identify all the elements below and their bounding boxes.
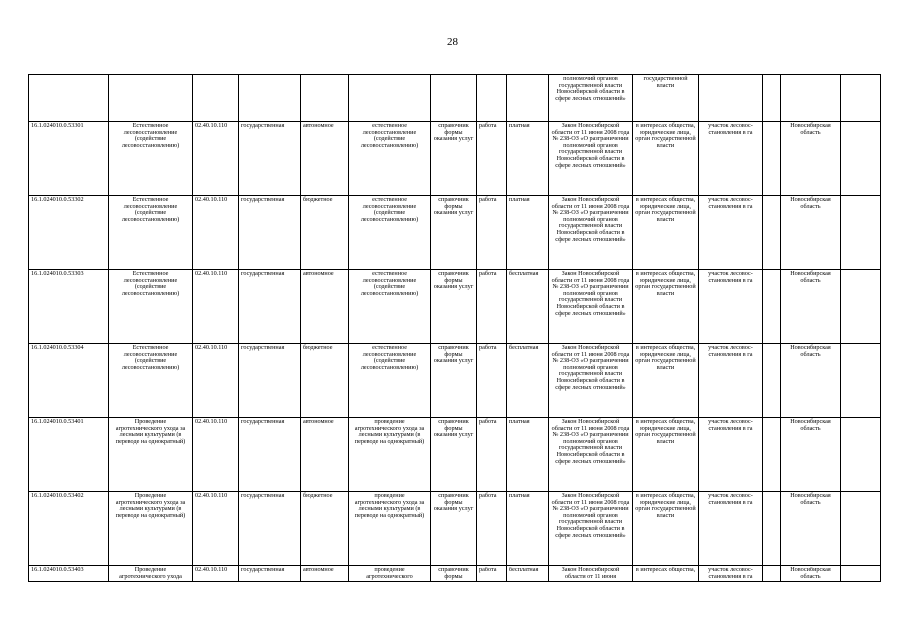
cell-ownership <box>239 122 301 196</box>
cell-okved-text: 02.40.10.110 <box>195 492 228 499</box>
cell-ownership <box>239 566 301 582</box>
cell-location <box>781 418 841 492</box>
cell-location-text: Новосибирская область <box>790 492 831 506</box>
cell-volume-text: участок лесовос-становления в га <box>708 196 753 210</box>
cell-content-text: естественное лесовосстановление (содействие лесовосстановлению) <box>360 270 419 297</box>
cell-volume <box>699 418 763 492</box>
cell-institution-text: автономное <box>303 270 334 277</box>
cell-legal-basis-text: Закон Новосибирской области от 11 июня 2008 года № 238-ОЗ «О разграничении полномочий органов государственной власти Новосибирской области в сфере лесных отношений» <box>551 344 630 391</box>
cell-legal-basis-text: Закон Новосибирской области от 11 июня 2008 года № 238-ОЗ «О разграничении полномочий органов государственной власти Новосибирской области в сфере лесных отношений» <box>551 122 630 169</box>
cell-form <box>431 75 477 122</box>
cell-code <box>29 344 109 418</box>
cell-ownership-text: государственная <box>241 270 285 277</box>
cell-code <box>29 566 109 582</box>
cell-code-text: 16.1.024010.0.53402 <box>31 492 84 499</box>
cell-form <box>431 492 477 566</box>
cell-ownership-text: государственная <box>241 418 285 425</box>
cell-institution <box>301 122 349 196</box>
cell-payment-text: платная <box>509 418 530 425</box>
cell-kind <box>477 75 507 122</box>
cell-okved-text: 02.40.10.110 <box>195 418 228 425</box>
cell-consumers <box>633 566 699 582</box>
cell-code-text: 16.1.024010.0.53304 <box>31 344 84 351</box>
cell-institution <box>301 196 349 270</box>
table-row <box>29 122 881 196</box>
cell-code-text: 16.1.024010.0.53303 <box>31 270 84 277</box>
cell-service <box>109 344 193 418</box>
cell-okved <box>193 270 239 344</box>
cell-content-text: проведение агротехнического ухода за лесными культурами (в переводе на однократный) <box>354 492 425 519</box>
cell-institution <box>301 344 349 418</box>
cell-ownership <box>239 75 301 122</box>
cell-consumers-text: в интересах общества, юридические лица, орган государственной власти <box>635 196 696 223</box>
cell-payment <box>507 344 549 418</box>
cell-content-text: проведение агротехнического ухода за лесными культурами (в переводе на однократный) <box>354 418 425 445</box>
cell-volume-text: участок лесовос-становления в га <box>708 567 753 580</box>
table-row <box>29 196 881 270</box>
cell-service <box>109 566 193 582</box>
cell-volume <box>699 566 763 582</box>
cell-consumers-text: в интересах общества, юридические лица, орган государственной власти <box>635 344 696 371</box>
cell-service <box>109 418 193 492</box>
cell-legal-basis-text: Закон Новосибирской области от 11 июня 2008 года № 238-ОЗ «О разграничении полномочий органов государственной власти Новосибирской области в сфере лесных отношений» <box>551 196 630 243</box>
cell-okved-text: 02.40.10.110 <box>195 270 228 277</box>
cell-code <box>29 122 109 196</box>
cell-legal-basis-text: Закон Новосибирской области от 11 июня 2008 года № 238-ОЗ «О разграничении полномочий органов государственной власти Новосибирской области в сфере лесных отношений» <box>551 270 630 317</box>
cell-volume <box>699 75 763 122</box>
cell-ownership <box>239 492 301 566</box>
table-row-continuation <box>29 75 881 122</box>
cell-consumers <box>633 492 699 566</box>
cell-location <box>781 270 841 344</box>
cell-okved-text: 02.40.10.110 <box>195 196 228 203</box>
cell-kind-text: работа <box>479 418 497 425</box>
cell-form <box>431 418 477 492</box>
cell-institution-text: автономное <box>303 418 334 425</box>
cell-service-text: Естественное лесовосстановление (содействие лесовосстановлению) <box>121 196 180 223</box>
cell-service-text: Проведение агротехнического ухода за лесными культурами (в переводе на однократный) <box>115 418 186 445</box>
cell-institution <box>301 75 349 122</box>
cell-content-text: естественное лесовосстановление (содействие лесовосстановлению) <box>360 344 419 371</box>
cell-okved <box>193 418 239 492</box>
cell-kind <box>477 566 507 582</box>
cell-empty <box>763 492 781 566</box>
cell-content <box>349 418 431 492</box>
cell-volume-text: участок лесовос-становления в га <box>708 418 753 432</box>
cell-code <box>29 196 109 270</box>
cell-location <box>781 196 841 270</box>
cell-payment-text: бесплатная <box>509 344 539 351</box>
cell-ownership-text: государственная <box>241 122 285 129</box>
cell-empty <box>841 344 881 418</box>
cell-institution <box>301 270 349 344</box>
cell-content-text: естественное лесовосстановление (содействие лесовосстановлению) <box>360 122 419 149</box>
cell-ownership <box>239 418 301 492</box>
cell-okved <box>193 75 239 122</box>
cell-code-text: 16.1.024010.0.53403 <box>31 567 84 573</box>
cell-payment <box>507 566 549 582</box>
cell-service <box>109 270 193 344</box>
cell-ownership <box>239 344 301 418</box>
cell-kind <box>477 270 507 344</box>
cell-payment <box>507 75 549 122</box>
cell-legal-basis <box>549 418 633 492</box>
cell-kind <box>477 122 507 196</box>
cell-service <box>109 75 193 122</box>
cell-empty <box>763 566 781 582</box>
cell-code <box>29 418 109 492</box>
cell-okved <box>193 122 239 196</box>
cell-volume-text: участок лесовос-становления в га <box>708 122 753 136</box>
cell-service <box>109 122 193 196</box>
cell-location-text: Новосибирская область <box>790 270 831 284</box>
cell-consumers-text: в интересах общества, юридические лица, орган государственной власти <box>635 492 696 519</box>
cell-form <box>431 344 477 418</box>
cell-volume <box>699 270 763 344</box>
cell-form-text: справочник формы оказания услуг <box>433 270 474 291</box>
table-row <box>29 566 881 582</box>
cell-empty <box>841 196 881 270</box>
cell-legal-basis <box>549 196 633 270</box>
cell-institution <box>301 418 349 492</box>
cell-okved <box>193 566 239 582</box>
cell-legal-basis <box>549 344 633 418</box>
cell-institution-text: бюджетное <box>303 492 333 499</box>
cell-institution <box>301 566 349 582</box>
cell-ownership-text: государственная <box>241 196 285 203</box>
cell-volume-text: участок лесовос-становления в га <box>708 344 753 358</box>
cell-kind <box>477 196 507 270</box>
cell-service-text: Естественное лесовосстановление (содействие лесовосстановлению) <box>121 344 180 371</box>
cell-form <box>431 566 477 582</box>
cell-empty <box>763 418 781 492</box>
cell-content <box>349 492 431 566</box>
cell-form <box>431 122 477 196</box>
cell-institution <box>301 492 349 566</box>
cell-kind-text: работа <box>479 196 497 203</box>
cell-consumers-text: в интересах общества, <box>635 567 696 573</box>
cell-okved-text: 02.40.10.110 <box>195 122 228 129</box>
cell-consumers <box>633 196 699 270</box>
cell-form-text: справочник формы оказания услуг <box>433 344 474 365</box>
table-row <box>29 270 881 344</box>
cell-code <box>29 492 109 566</box>
cell-institution-text: бюджетное <box>303 196 333 203</box>
cell-form-text: справочник формы оказания услуг <box>433 492 474 513</box>
cell-legal-basis-text: Закон Новосибирской области от 11 июня 2008 года № 238-ОЗ «О разграничении полномочий органов государственной власти Новосибирской области в сфере лесных отношений» <box>551 418 630 465</box>
cell-empty <box>841 566 881 582</box>
cell-code-text: 16.1.024010.0.53302 <box>31 196 84 203</box>
cell-code <box>29 270 109 344</box>
cell-form <box>431 270 477 344</box>
cell-service-text: Естественное лесовосстановление (содействие лесовосстановлению) <box>121 270 180 297</box>
cell-content-text: естественное лесовосстановление (содействие лесовосстановлению) <box>360 196 419 223</box>
cell-empty <box>763 122 781 196</box>
cell-location-text: Новосибирская область <box>790 567 831 580</box>
cell-kind-text: работа <box>479 344 497 351</box>
cell-location-text: Новосибирская область <box>790 418 831 432</box>
cell-payment-text: платная <box>509 196 530 203</box>
cell-service <box>109 492 193 566</box>
cell-content <box>349 122 431 196</box>
cell-volume <box>699 344 763 418</box>
cell-location-text: Новосибирская область <box>790 122 831 136</box>
cell-legal-basis <box>549 492 633 566</box>
cell-payment <box>507 196 549 270</box>
cell-content-text: проведение агротехнического <box>366 567 413 580</box>
cell-legal-basis: полномочий органов государственной власти Новосибирской области в сфере лесных отношений» <box>549 75 633 122</box>
cell-location <box>781 122 841 196</box>
cell-consumers-text: в интересах общества, юридические лица, орган государственной власти <box>635 122 696 149</box>
cell-volume <box>699 122 763 196</box>
cell-empty <box>763 196 781 270</box>
cell-form <box>431 196 477 270</box>
cell-volume <box>699 492 763 566</box>
cell-okved <box>193 492 239 566</box>
cell-okved-text: 02.40.10.110 <box>195 567 228 573</box>
cell-code-text: 16.1.024010.0.53301 <box>31 122 84 129</box>
cell-legal-basis-text: Закон Новосибирской области от 11 июня <box>561 567 620 580</box>
cell-content <box>349 344 431 418</box>
cell-kind <box>477 344 507 418</box>
cell-consumers <box>633 344 699 418</box>
cell-ownership <box>239 196 301 270</box>
cell-empty <box>841 418 881 492</box>
table-row <box>29 418 881 492</box>
cell-kind-text: работа <box>479 492 497 499</box>
cell-content <box>349 75 431 122</box>
cell-service <box>109 196 193 270</box>
cell-content <box>349 270 431 344</box>
cell-ownership <box>239 270 301 344</box>
cell-payment-text: платная <box>509 492 530 499</box>
cell-payment-text: бесплатная <box>509 567 539 573</box>
cell-consumers: государственной власти <box>633 75 699 122</box>
cell-okved-text: 02.40.10.110 <box>195 344 228 351</box>
cell-location-text: Новосибирская область <box>790 196 831 210</box>
cell-content <box>349 196 431 270</box>
cell-consumers <box>633 270 699 344</box>
cell-location <box>781 492 841 566</box>
cell-empty <box>841 75 881 122</box>
cell-kind-text: работа <box>479 567 497 573</box>
table-row <box>29 492 881 566</box>
cell-service-text: Проведение агротехнического ухода за лесными культурами (в переводе на однократный) <box>115 492 186 519</box>
cell-location-text: Новосибирская область <box>790 344 831 358</box>
cell-consumers-text: в интересах общества, юридические лица, орган государственной власти <box>635 418 696 445</box>
cell-legal-basis <box>549 122 633 196</box>
cell-form-text: справочник формы оказания услуг <box>433 418 474 439</box>
cell-ownership-text: государственная <box>241 344 285 351</box>
cell-payment-text: платная <box>509 122 530 129</box>
cell-empty <box>763 75 781 122</box>
cell-service-text: Естественное лесовосстановление (содействие лесовосстановлению) <box>121 122 180 149</box>
cell-ownership-text: государственная <box>241 567 285 573</box>
cell-volume <box>699 196 763 270</box>
cell-kind <box>477 418 507 492</box>
registry-table <box>28 74 881 582</box>
cell-institution-text: бюджетное <box>303 344 333 351</box>
cell-empty <box>841 270 881 344</box>
cell-form-text: справочник формы оказания услуг <box>433 122 474 143</box>
cell-code <box>29 75 109 122</box>
cell-kind-text: работа <box>479 270 497 277</box>
cell-service-text: Проведение агротехнического ухода <box>119 567 182 580</box>
cell-form-text: справочник формы оказания услуг <box>433 196 474 217</box>
cell-payment-text: бесплатная <box>509 270 539 277</box>
cell-legal-basis-text: Закон Новосибирской области от 11 июня 2008 года № 238-ОЗ «О разграничении полномочий органов государственной власти Новосибирской области в сфере лесных отношений» <box>551 492 630 539</box>
cell-payment <box>507 418 549 492</box>
cell-empty <box>763 270 781 344</box>
cell-location <box>781 75 841 122</box>
cell-empty <box>841 492 881 566</box>
cell-institution-text: автономное <box>303 122 334 129</box>
page-number: 28 <box>447 36 458 48</box>
cell-ownership-text: государственная <box>241 492 285 499</box>
cell-kind <box>477 492 507 566</box>
cell-kind-text: работа <box>479 122 497 129</box>
cell-empty <box>763 344 781 418</box>
cell-institution-text: автономное <box>303 567 334 573</box>
cell-content <box>349 566 431 582</box>
cell-code-text: 16.1.024010.0.53401 <box>31 418 84 425</box>
cell-consumers-text: в интересах общества, юридические лица, орган государственной власти <box>635 270 696 297</box>
cell-okved <box>193 344 239 418</box>
cell-form-text: справочник формы <box>438 567 469 580</box>
cell-legal-basis <box>549 270 633 344</box>
cell-payment <box>507 122 549 196</box>
cell-payment <box>507 492 549 566</box>
cell-okved <box>193 196 239 270</box>
cell-consumers <box>633 418 699 492</box>
cell-volume-text: участок лесовос-становления в га <box>708 492 753 506</box>
cell-consumers <box>633 122 699 196</box>
cell-payment <box>507 270 549 344</box>
table-row <box>29 344 881 418</box>
cell-location <box>781 344 841 418</box>
cell-legal-basis <box>549 566 633 582</box>
cell-location <box>781 566 841 582</box>
cell-volume-text: участок лесовос-становления в га <box>708 270 753 284</box>
cell-empty <box>841 122 881 196</box>
